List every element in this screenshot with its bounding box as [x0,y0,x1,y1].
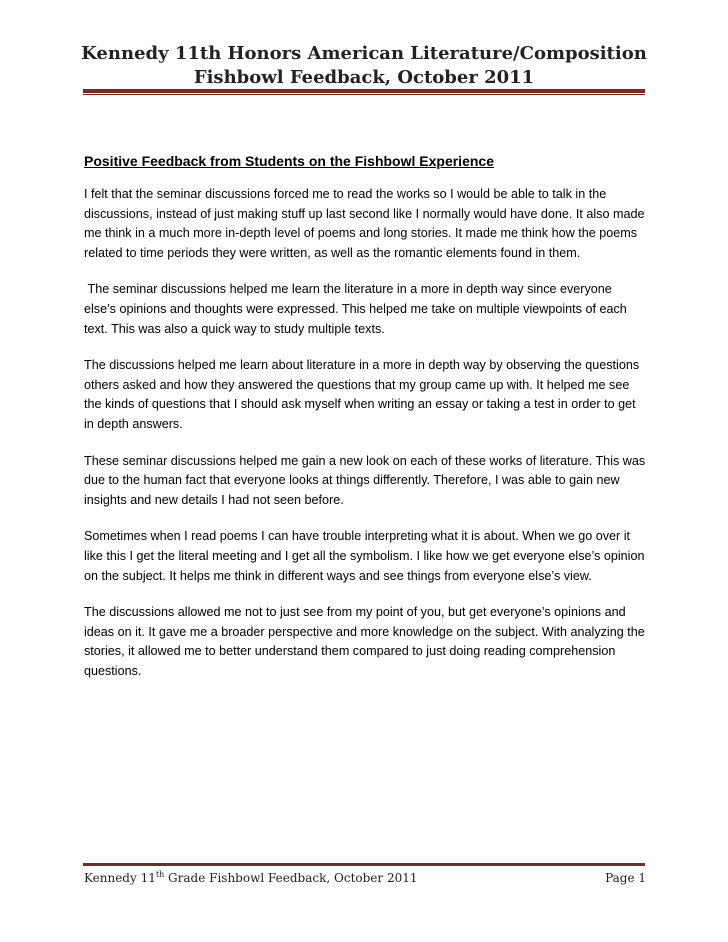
feedback-paragraph-3: The discussions helped me learn about literature in a more in depth way by observing the questions others asked and how they answered the questions that my group came up with. It helped me see the kinds of questions that I should ask myself when writing an essay or taking a test in order to get in depth answers. [84,358,640,431]
feedback-paragraph-5: Sometimes when I read poems I can have trouble interpreting what it is about. When we go over it like this I get the literal meeting and I get all the symbolism. I like how we get everyone else’s opinion on the subject. It helps me think in different ways and see things from everyone else’s view. [84,529,645,583]
feedback-paragraph-1: I felt that the seminar discussions forced me to read the works so I would be able to talk in the discussions, instead of just making stuff up last second like I normally would have done. It also made me think in a much more in-depth level of poems and long stories. It made me think how the poems related to time periods they were written, as well as the romantic elements found in them. [84,187,645,260]
footer-title [84,870,418,886]
footer-title-prefix: Kennedy 11 [84,871,156,885]
feedback-paragraph-4: These seminar discussions helped me gain a new look on each of these works of literature. This was due to the human fact that everyone looks at things differently. Therefore, I was able to gain new insights and new details I had not seen before. [84,453,646,507]
document-title: Kennedy 11th Honors American Literature/Composition Fishbowl Feedback, October 2011 [81,43,647,88]
feedback-paragraph-2: The seminar discussions helped me learn the literature in a more in depth way since everyone else’s opinions and thoughts were expressed. This helped me take on multiple viewpoints of each text. This was also a quick way to study multiple texts. [84,282,631,336]
footer-divider [83,863,645,866]
page-number: Page 1 [605,871,646,885]
footer-title-ordinal: th [155,870,165,879]
header-divider [83,89,645,93]
footer-title-suffix: Grade Fishbowl Feedback, October 2011 [164,871,418,885]
feedback-paragraph-6: The discussions allowed me not to just see from my point of you, but get everyone’s opinions and ideas on it. It gave me a broader perspective and more knowledge on the subject. With analyzing the stories, it allowed me to better understand them compared to just doing reading comprehension questions. [84,605,645,678]
header-divider-thin [83,94,645,95]
document-body [84,152,646,698]
section-heading: Positive Feedback from Students on the Fishbowl Experience [84,153,494,169]
